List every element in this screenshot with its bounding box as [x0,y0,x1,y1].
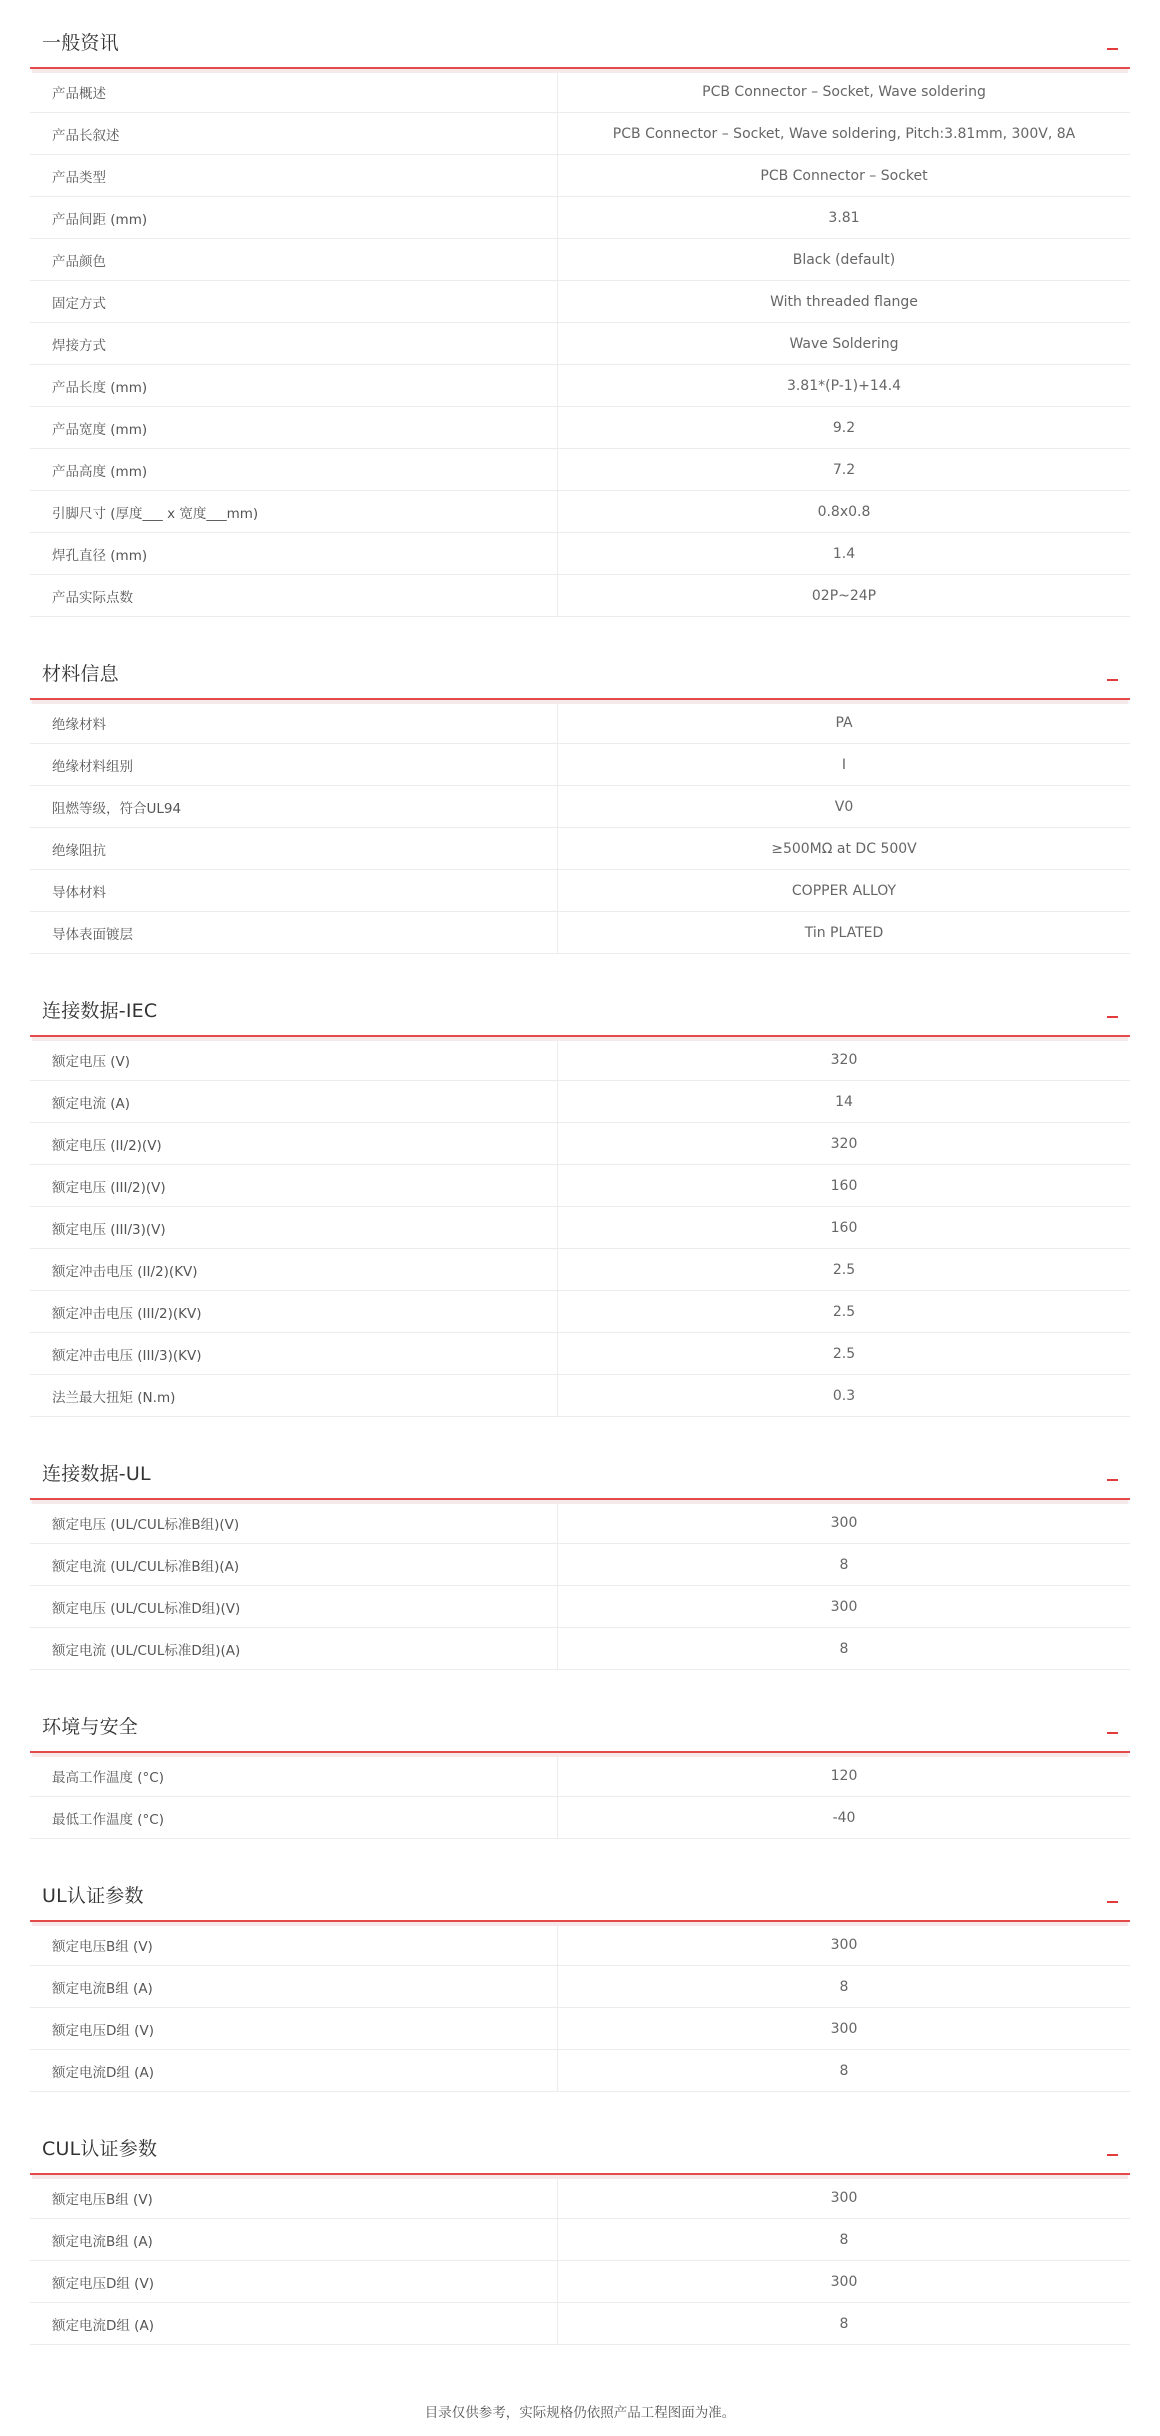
section-environment-safety [30,1694,1130,1839]
spec-value: 3.81 [828,209,860,226]
spec-label: 额定电流 (UL/CUL标准D组)(A) [30,1628,558,1669]
spec-label: 引脚尺寸 (厚度___ x 宽度___mm) [30,491,558,532]
table-row [30,828,1130,870]
spec-value: V0 [834,798,854,815]
table-row [30,1291,1130,1333]
section-header[interactable] [30,978,1130,1037]
table-row [30,2261,1130,2303]
spec-label: 额定冲击电压 (III/3)(KV) [30,1333,558,1374]
table-row [30,281,1130,323]
table-row [30,1628,1130,1670]
spec-label: 产品类型 [30,155,558,196]
collapse-icon[interactable] [1107,1732,1118,1734]
spec-value: 3.81*(P-1)+14.4 [786,377,902,394]
spec-value: 8 [839,2062,849,2079]
table-row [30,1333,1130,1375]
spec-value: 320 [830,1051,858,1068]
section-header[interactable] [30,2116,1130,2175]
table-row [30,2177,1130,2219]
spec-label: 额定电压 (II/2)(V) [30,1123,558,1164]
table-row [30,2050,1130,2092]
spec-table [30,1755,1130,1839]
spec-table [30,2177,1130,2345]
spec-value: 300 [830,1598,858,1615]
section-title: 一般资讯 [42,32,119,54]
spec-value: PA [835,714,853,731]
table-row [30,1249,1130,1291]
section-gap [30,1670,1130,1694]
spec-label: 导体材料 [30,870,558,911]
spec-table [30,1502,1130,1670]
spec-value: 8 [839,1978,849,1995]
table-row [30,1039,1130,1081]
spec-table [30,71,1130,617]
spec-label: 产品实际点数 [30,575,558,616]
table-row [30,533,1130,575]
spec-value: 02P~24P [811,587,877,604]
spec-value: 14 [835,1093,853,1110]
spec-label: 额定电压B组 (V) [30,2177,558,2218]
collapse-icon[interactable] [1107,1479,1118,1481]
spec-label: 产品宽度 (mm) [30,407,558,448]
spec-value: PCB Connector – Socket, Wave soldering [702,83,986,100]
table-row [30,1924,1130,1966]
section-connection-ul [30,1441,1130,1670]
table-row [30,1544,1130,1586]
spec-value: 7.2 [832,461,856,478]
spec-label: 额定电流B组 (A) [30,1966,558,2007]
spec-sheet [30,10,1130,2345]
spec-label: 产品长度 (mm) [30,365,558,406]
spec-value: COPPER ALLOY [791,882,897,899]
table-row [30,2303,1130,2345]
spec-value: 8 [839,1556,849,1573]
table-row [30,1123,1130,1165]
table-row [30,2008,1130,2050]
table-row [30,1502,1130,1544]
spec-value: 2.5 [832,1303,856,1320]
spec-value: 1.4 [832,545,856,562]
spec-value: 2.5 [832,1345,856,1362]
spec-value: With threaded flange [770,293,918,310]
spec-label: 额定电流 (A) [30,1081,558,1122]
table-row [30,786,1130,828]
section-gap [30,1417,1130,1441]
section-title: CUL认证参数 [42,2138,158,2160]
spec-label: 最高工作温度 (°C) [30,1755,558,1796]
table-row [30,744,1130,786]
spec-label: 导体表面镀层 [30,912,558,953]
table-row [30,1207,1130,1249]
section-connection-iec [30,978,1130,1417]
collapse-icon[interactable] [1107,1901,1118,1903]
spec-value: 300 [830,2020,858,2037]
table-row [30,365,1130,407]
collapse-icon[interactable] [1107,48,1118,50]
section-cul-cert [30,2116,1130,2345]
spec-label: 额定冲击电压 (II/2)(KV) [30,1249,558,1290]
spec-label: 最低工作温度 (°C) [30,1797,558,1838]
spec-value: 8 [839,1640,849,1657]
spec-value: 300 [830,2273,858,2290]
spec-table [30,1924,1130,2092]
section-gap [30,2092,1130,2116]
section-header[interactable] [30,641,1130,700]
section-header[interactable] [30,1441,1130,1500]
table-row [30,1797,1130,1839]
spec-table [30,1039,1130,1417]
spec-value: 2.5 [832,1261,856,1278]
spec-label: 额定电压 (III/2)(V) [30,1165,558,1206]
spec-label: 绝缘材料 [30,702,558,743]
spec-value: Tin PLATED [804,924,884,941]
spec-value: 9.2 [832,419,856,436]
table-row [30,2219,1130,2261]
table-row [30,1375,1130,1417]
section-gap [30,617,1130,641]
table-row [30,113,1130,155]
spec-label: 额定电压 (V) [30,1039,558,1080]
spec-label: 焊孔直径 (mm) [30,533,558,574]
spec-value: ≥500MΩ at DC 500V [771,840,917,857]
section-general-info [30,10,1130,617]
spec-label: 绝缘材料组别 [30,744,558,785]
spec-label: 产品概述 [30,71,558,112]
table-row [30,575,1130,617]
section-title: UL认证参数 [42,1885,144,1907]
collapse-icon[interactable] [1107,2154,1118,2156]
table-row [30,1586,1130,1628]
spec-label: 额定电流B组 (A) [30,2219,558,2260]
spec-value: 300 [830,1936,858,1953]
section-header[interactable] [30,10,1130,69]
spec-value: I [841,756,847,773]
table-row [30,197,1130,239]
table-row [30,71,1130,113]
spec-label: 法兰最大扭矩 (N.m) [30,1375,558,1416]
spec-label: 固定方式 [30,281,558,322]
table-row [30,1755,1130,1797]
spec-label: 产品高度 (mm) [30,449,558,490]
table-row [30,239,1130,281]
section-header[interactable] [30,1694,1130,1753]
section-header[interactable] [30,1863,1130,1922]
spec-value: 160 [830,1219,858,1236]
spec-label: 额定电压 (III/3)(V) [30,1207,558,1248]
spec-label: 产品长叙述 [30,113,558,154]
spec-value: 8 [839,2231,849,2248]
spec-value: 0.8x0.8 [817,503,871,520]
table-row [30,155,1130,197]
table-row [30,1165,1130,1207]
table-row [30,912,1130,954]
spec-label: 额定冲击电压 (III/2)(KV) [30,1291,558,1332]
table-row [30,323,1130,365]
spec-value: -40 [832,1809,856,1826]
collapse-icon[interactable] [1107,1016,1118,1018]
spec-label: 产品颜色 [30,239,558,280]
spec-value: 300 [830,1514,858,1531]
section-title: 环境与安全 [42,1716,139,1738]
spec-label: 焊接方式 [30,323,558,364]
table-row [30,491,1130,533]
section-ul-cert [30,1863,1130,2092]
spec-label: 阻燃等级，符合UL94 [30,786,558,827]
section-title: 材料信息 [42,663,119,685]
spec-value: Black (default) [792,251,896,268]
spec-label: 额定电压 (UL/CUL标准D组)(V) [30,1586,558,1627]
spec-label: 额定电压D组 (V) [30,2008,558,2049]
table-row [30,407,1130,449]
spec-value: Wave Soldering [789,335,899,352]
spec-label: 产品间距 (mm) [30,197,558,238]
section-title: 连接数据-IEC [42,1000,158,1022]
table-row [30,870,1130,912]
spec-value: 160 [830,1177,858,1194]
spec-label: 额定电流D组 (A) [30,2050,558,2091]
table-row [30,1081,1130,1123]
table-row [30,702,1130,744]
section-title: 连接数据-UL [42,1463,151,1485]
spec-label: 额定电流D组 (A) [30,2303,558,2344]
footer-disclaimer: 目录仅供参考，实际规格仍依照产品工程图面为准。 [424,2405,736,2421]
spec-value: 320 [830,1135,858,1152]
table-row [30,449,1130,491]
spec-value: 120 [830,1767,858,1784]
table-row [30,1966,1130,2008]
spec-value: PCB Connector – Socket [760,167,928,184]
spec-table [30,702,1130,954]
spec-label: 额定电压B组 (V) [30,1924,558,1965]
spec-label: 额定电流 (UL/CUL标准B组)(A) [30,1544,558,1585]
spec-value: 0.3 [832,1387,856,1404]
spec-label: 绝缘阻抗 [30,828,558,869]
collapse-icon[interactable] [1107,679,1118,681]
section-gap [30,1839,1130,1863]
spec-value: 300 [830,2189,858,2206]
section-gap [30,954,1130,978]
spec-value: PCB Connector – Socket, Wave soldering, Pitch:3.81mm, 300V, 8A [612,125,1076,142]
spec-label: 额定电压 (UL/CUL标准B组)(V) [30,1502,558,1543]
spec-label: 额定电压D组 (V) [30,2261,558,2302]
spec-value: 8 [839,2315,849,2332]
section-material-info [30,641,1130,954]
